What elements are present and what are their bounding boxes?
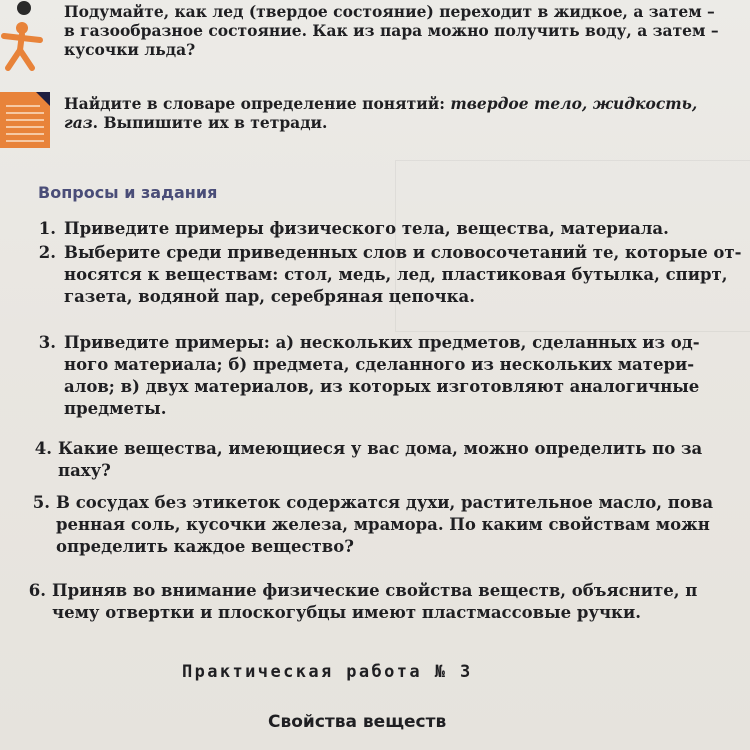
question-number: 4. — [34, 439, 52, 458]
question-line: носятся к веществам: стол, медь, лед, пластиковая бутылка, спирт, — [64, 265, 728, 284]
question-item — [10, 492, 713, 558]
question-number: 2. — [38, 243, 56, 262]
question-item — [16, 242, 742, 308]
dictionary-tip-terms: твердое тело, жидкость, — [450, 94, 698, 113]
question-line: Выберите среди приведенных слов и словосочетаний те, которые от- — [64, 243, 742, 262]
question-line: определить каждое вещество? — [56, 537, 354, 556]
question-line: предметы. — [64, 399, 167, 418]
question-line: Приведите примеры: а) нескольких предметов, сделанных из од- — [64, 333, 700, 352]
question-item — [16, 218, 669, 240]
think-tip — [64, 2, 719, 59]
think-tip-line: кусочки льда? — [64, 40, 196, 59]
question-line: ренная соль, кусочки железа, мрамора. По каким свойствам можн — [56, 515, 710, 534]
question-line: алов; в) двух материалов, из которых изготовляют аналогичные — [64, 377, 700, 396]
section-title: Вопросы и задания — [38, 183, 218, 202]
question-line: паху? — [58, 461, 111, 480]
dictionary-tip-term-gas: газ — [64, 113, 93, 132]
notebook-icon — [0, 92, 52, 150]
question-line: Приведите примеры физического тела, вещества, материала. — [64, 219, 669, 238]
think-tip-line: в газообразное состояние. Как из пара можно получить воду, а затем – — [64, 21, 719, 40]
question-line: Приняв во внимание физические свойства веществ, объясните, п — [52, 581, 698, 600]
question-number: 1. — [38, 219, 56, 238]
think-tip-line: Подумайте, как лед (твердое состояние) переходит в жидкое, а затем – — [64, 2, 715, 21]
thinking-person-icon — [0, 0, 44, 72]
question-number: 5. — [32, 493, 50, 512]
question-item — [16, 332, 700, 420]
practical-work-title: Практическая работа № 3 — [182, 662, 473, 682]
question-line: В сосудах без этикеток содержатся духи, растительное масло, пова — [56, 493, 714, 512]
practical-work-subtitle: Свойства веществ — [268, 712, 447, 732]
question-line: Какие вещества, имеющиеся у вас дома, можно определить по за — [58, 439, 703, 458]
dictionary-tip-line-1 — [64, 94, 697, 113]
dictionary-tip-line-2 — [64, 113, 697, 132]
question-line: газета, водяной пар, серебряная цепочка. — [64, 287, 475, 306]
question-number: 6. — [28, 581, 46, 600]
question-number: 3. — [38, 333, 56, 352]
question-item — [12, 438, 702, 482]
dictionary-tip-text: Найдите в словаре определение понятий: — [64, 94, 451, 113]
question-item — [6, 580, 697, 624]
question-line: ного материала; б) предмета, сделанного из нескольких матери- — [64, 355, 695, 374]
question-line: чему отвертки и плоскогубцы имеют пластмассовые ручки. — [52, 603, 641, 622]
dictionary-tip — [64, 94, 697, 132]
dictionary-tip-text: . Выпишите их в тетради. — [92, 113, 328, 132]
